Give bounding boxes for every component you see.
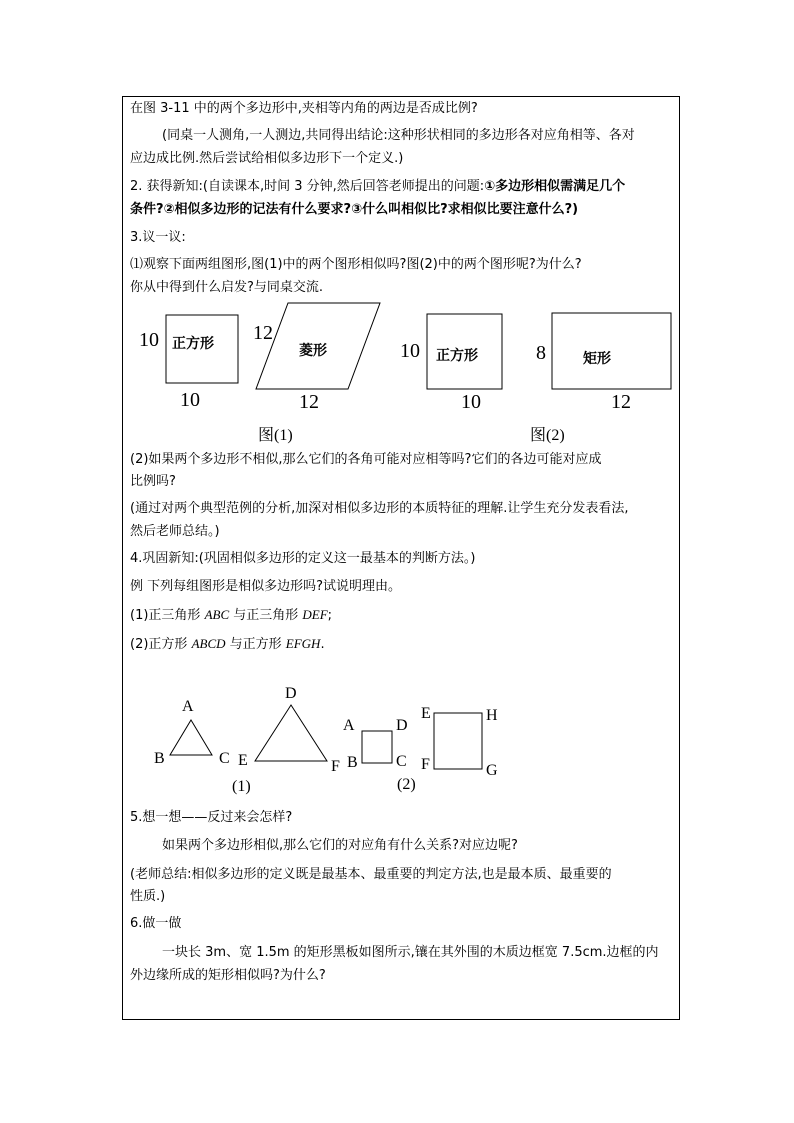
item2-abcd: ABCD — [191, 636, 226, 651]
item1-prefix: (1)正三角形 — [130, 608, 205, 623]
item1-suffix: ; — [327, 608, 333, 623]
item1-def: DEF — [302, 607, 328, 622]
section-3-question1-line1: ⑴观察下面两组图形,图(1)中的两个图形相似吗?图(2)中的两个图形呢?为什么? — [130, 257, 582, 272]
paragraph-activity-line2: 应边成比例.然后尝试给相似多边形下一个定义.) — [130, 151, 404, 166]
section-3-title: 3.议一议: — [130, 230, 186, 245]
item2-efgh: EFGH — [285, 636, 321, 651]
fig3-large-triangle — [255, 705, 327, 761]
fig1-square-side-bottom: 10 — [180, 389, 200, 411]
section-5-note-line2: 性质.) — [130, 889, 166, 904]
fig2-square-side-left: 10 — [400, 340, 420, 362]
item2-mid: 与正方形 — [225, 637, 286, 652]
fig4-large-square — [434, 713, 482, 769]
paragraph-question: 在图 3-11 中的两个多边形中,夹相等内角的两边是否成比例? — [130, 101, 478, 116]
fig4-label-H: H — [486, 707, 498, 724]
fig4-label-G: G — [486, 762, 498, 779]
fig4-label-A: A — [343, 717, 355, 734]
fig3-label-B: B — [154, 750, 165, 767]
section-3-note-line2: 然后老师总结。) — [130, 524, 220, 539]
fig4-label-D: D — [396, 717, 408, 734]
fig3-label-F: F — [331, 758, 340, 775]
fig2-caption: 图(2) — [530, 427, 565, 444]
fig2-rectangle — [552, 313, 671, 389]
item1-mid: 与正三角形 — [229, 608, 303, 623]
section-6-title: 6.做一做 — [130, 916, 182, 931]
fig1-rhombus-label: 菱形 — [299, 343, 327, 359]
section-4-item2 — [130, 632, 325, 656]
fig4-label-F: F — [421, 756, 430, 773]
section-3-question2-line2: 比例吗? — [130, 474, 176, 489]
fig2-rectangle-label: 矩形 — [583, 351, 611, 367]
fig3-label-E: E — [238, 752, 248, 769]
section-6-line1: 一块长 3m、宽 1.5m 的矩形黑板如图所示,镶在其外围的木质边框宽 7.5cm.边框的内 — [162, 945, 659, 960]
item1-abc: ABC — [204, 607, 230, 622]
section-4-example: 例 下列每组图形是相似多边形吗?试说明理由。 — [130, 579, 402, 594]
fig1-square-label: 正方形 — [172, 336, 214, 352]
fig4-label-C: C — [396, 753, 407, 770]
item2-prefix: (2)正方形 — [130, 637, 192, 652]
fig3-label-C: C — [219, 750, 230, 767]
fig2-square-side-bottom: 10 — [461, 391, 481, 413]
fig3-label-D: D — [285, 685, 297, 702]
fig3-label-A: A — [182, 698, 194, 715]
section-2-question1: ①多边形相似需满足几个 — [484, 179, 626, 194]
section-3-question1-line2: 你从中得到什么启发?与同桌交流. — [130, 280, 324, 295]
fig1-caption: 图(1) — [258, 427, 293, 444]
fig2-square-label: 正方形 — [436, 348, 478, 364]
paragraph-activity-line1: (同桌一人测角,一人测边,共同得出结论:这种形状相同的多边形各对应角相等、各对 — [162, 128, 635, 143]
section-2-line2: 条件?②相似多边形的记法有什么要求?③什么叫相似比?求相似比要注意什么?) — [130, 202, 579, 217]
fig3-caption: (1) — [232, 778, 251, 795]
item2-suffix: . — [320, 637, 325, 652]
section-5-question: 如果两个多边形相似,那么它们的对应角有什么关系?对应边呢? — [162, 838, 518, 853]
section-4-title: 4.巩固新知:(巩固相似多边形的定义这一最基本的判断方法。) — [130, 551, 476, 566]
fig4-caption: (2) — [397, 776, 416, 793]
section-3-question2-line1: (2)如果两个多边形不相似,那么它们的各角可能对应相等吗?它们的各边可能对应成 — [130, 452, 602, 467]
fig4-small-square — [362, 731, 392, 763]
section-3-note-line1: (通过对两个典型范例的分析,加深对相似多边形的本质特征的理解.让学生充分发表看法, — [130, 501, 629, 516]
section-2-prefix: 2. 获得新知:(自读课本,时间 3 分钟,然后回答老师提出的问题: — [130, 179, 485, 194]
fig2-rectangle-side-bottom: 12 — [611, 391, 631, 413]
fig1-rhombus-side-left: 12 — [253, 322, 273, 344]
fig4-label-E: E — [421, 705, 431, 722]
section-4-item1 — [130, 603, 332, 627]
fig1-rhombus-side-bottom: 12 — [299, 391, 319, 413]
fig1-square-side-left: 10 — [139, 329, 159, 351]
fig2-rectangle-side-left: 8 — [536, 342, 546, 364]
section-6-line2: 外边缘所成的矩形相似吗?为什么? — [130, 968, 326, 983]
fig4-label-B: B — [347, 754, 358, 771]
section-5-note-line1: (老师总结:相似多边形的定义既是最基本、最重要的判定方法,也是最本质、最重要的 — [130, 867, 612, 882]
section-5-title: 5.想一想——反过来会怎样? — [130, 810, 293, 825]
fig3-small-triangle — [170, 720, 212, 755]
